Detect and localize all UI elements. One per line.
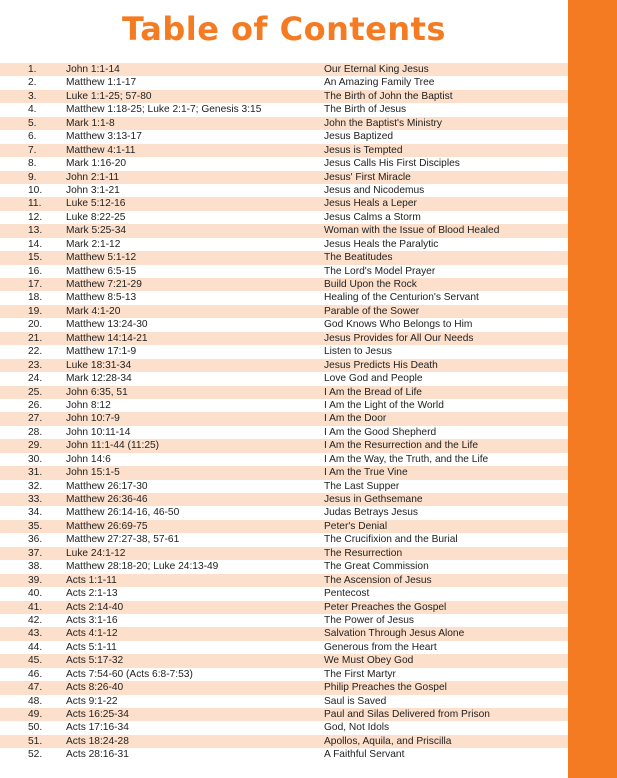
toc-lesson-title: The Ascension of Jesus [324, 574, 432, 586]
toc-row [0, 493, 568, 506]
toc-number: 31. [28, 467, 43, 479]
toc-lesson-title: Build Upon the Rock [324, 279, 417, 290]
toc-lesson-title: I Am the True Vine [324, 467, 408, 479]
toc-number: 12. [28, 211, 43, 223]
toc-number: 4. [28, 104, 37, 116]
toc-row [0, 103, 568, 116]
toc-number: 23. [28, 359, 43, 371]
toc-row [0, 587, 568, 600]
toc-lesson-title: John the Baptist's Ministry [324, 117, 443, 129]
toc-lesson-title: The Birth of Jesus [324, 104, 407, 116]
toc-scripture-reference: Matthew 13:24-30 [66, 319, 148, 331]
toc-scripture-reference: John 10:11-14 [66, 426, 131, 438]
toc-lesson-title: Judas Betrays Jesus [324, 507, 418, 519]
toc-number: 8. [28, 158, 37, 170]
toc-row [0, 130, 568, 143]
toc-scripture-reference: Acts 18:24-28 [66, 735, 129, 747]
toc-lesson-title: God Knows Who Belongs to Him [324, 319, 473, 331]
toc-number: 7. [28, 144, 37, 156]
toc-lesson-title: The Lord's Model Prayer [324, 265, 436, 277]
toc-row [0, 224, 568, 237]
toc-scripture-reference: John 14:6 [66, 453, 111, 465]
toc-lesson-title: The Power of Jesus [324, 614, 415, 626]
toc-row [0, 359, 568, 372]
toc-scripture-reference: Acts 17:16-34 [66, 722, 129, 734]
toc-scripture-reference: Acts 5:1-11 [66, 641, 117, 653]
toc-number: 50. [28, 722, 43, 734]
toc-lesson-title: I Am the Door [324, 413, 387, 425]
toc-scripture-reference: Mark 4:1-20 [66, 305, 121, 317]
page-title: Table of Contents [122, 10, 446, 48]
toc-scripture-reference: Matthew 1:1-17 [66, 77, 137, 89]
toc-lesson-title: The Resurrection [324, 547, 403, 559]
toc-lesson-title: Pentecost [324, 588, 370, 600]
toc-row [0, 265, 568, 278]
toc-row [0, 345, 568, 358]
toc-lesson-title: The Crucifixion and the Burial [324, 534, 458, 546]
toc-scripture-reference: Acts 28:16-31 [66, 749, 129, 761]
toc-row [0, 171, 568, 184]
toc-number: 22. [28, 346, 43, 358]
toc-lesson-title: An Amazing Family Tree [324, 77, 435, 89]
toc-number: 48. [28, 695, 43, 707]
toc-scripture-reference: Matthew 1:18-25; Luke 2:1-7; Genesis 3:15 [66, 104, 262, 116]
toc-row [0, 695, 568, 708]
toc-scripture-reference: Mark 12:28-34 [66, 373, 132, 385]
toc-number: 28. [28, 426, 43, 438]
toc-row [0, 721, 568, 734]
toc-scripture-reference: Matthew 8:5-13 [66, 292, 137, 304]
toc-row [0, 117, 568, 130]
toc-scripture-reference: Luke 5:12-16 [66, 198, 126, 210]
toc-row [0, 439, 568, 452]
toc-scripture-reference: Acts 1:1-11 [66, 574, 117, 586]
toc-number: 44. [28, 641, 43, 653]
toc-row [0, 251, 568, 264]
toc-number: 41. [28, 601, 43, 613]
toc-lesson-title: Listen to Jesus [324, 346, 392, 358]
toc-row [0, 372, 568, 385]
toc-scripture-reference: Matthew 7:21-29 [66, 279, 142, 290]
toc-row [0, 63, 568, 76]
toc-row [0, 386, 568, 399]
toc-lesson-title: Jesus Provides for All Our Needs [324, 332, 474, 344]
toc-number: 11. [28, 198, 42, 210]
toc-number: 43. [28, 628, 43, 640]
toc-lesson-title: Jesus is Tempted [324, 144, 403, 156]
toc-lesson-title: Jesus Calms a Storm [324, 211, 421, 223]
toc-row [0, 211, 568, 224]
toc-row [0, 480, 568, 493]
toc-number: 9. [28, 171, 37, 183]
toc-row [0, 426, 568, 439]
toc-number: 26. [28, 399, 43, 411]
toc-lesson-title: Jesus' First Miracle [324, 171, 411, 183]
toc-row [0, 291, 568, 304]
toc-scripture-reference: Acts 2:1-13 [66, 588, 118, 600]
toc-scripture-reference: John 10:7-9 [66, 413, 120, 425]
toc-lesson-title: Apollos, Aquila, and Priscilla [324, 735, 452, 747]
toc-row [0, 520, 568, 533]
toc-row [0, 533, 568, 546]
toc-lesson-title: I Am the Way, the Truth, and the Life [324, 453, 489, 465]
toc-scripture-reference: Acts 7:54-60 (Acts 6:8-7:53) [66, 668, 193, 680]
toc-lesson-title: Jesus Heals a Leper [324, 198, 417, 210]
toc-scripture-reference: Acts 5:17-32 [66, 655, 124, 667]
table-of-contents-list [0, 63, 568, 762]
toc-lesson-title: Love God and People [324, 373, 423, 385]
toc-number: 21. [28, 332, 43, 344]
toc-row [0, 238, 568, 251]
toc-number: 36. [28, 534, 43, 546]
toc-number: 32. [28, 480, 43, 492]
toc-row [0, 574, 568, 587]
toc-lesson-title: Peter's Denial [324, 520, 388, 532]
toc-row [0, 76, 568, 89]
toc-number: 20. [28, 319, 43, 331]
toc-scripture-reference: Matthew 26:69-75 [66, 520, 148, 532]
toc-number: 40. [28, 588, 43, 600]
toc-scripture-reference: Matthew 28:18-20; Luke 24:13-49 [66, 561, 219, 573]
toc-row [0, 614, 568, 627]
toc-scripture-reference: Mark 1:16-20 [66, 158, 127, 170]
toc-scripture-reference: Matthew 17:1-9 [66, 346, 137, 358]
toc-number: 51. [28, 735, 43, 747]
toc-scripture-reference: John 3:1-21 [66, 184, 120, 196]
toc-lesson-title: The Birth of John the Baptist [324, 90, 453, 102]
toc-lesson-title: God, Not Idols [324, 722, 390, 734]
toc-scripture-reference: Acts 9:1-22 [66, 695, 118, 707]
toc-lesson-title: Jesus Baptized [324, 131, 394, 143]
toc-number: 35. [28, 520, 43, 532]
toc-lesson-title: Our Eternal King Jesus [324, 64, 429, 75]
toc-number: 27. [28, 413, 43, 425]
toc-scripture-reference: Matthew 3:13-17 [66, 131, 142, 143]
toc-number: 29. [28, 440, 43, 452]
toc-scripture-reference: Luke 8:22-25 [66, 211, 126, 223]
toc-lesson-title: Jesus Predicts His Death [324, 359, 438, 371]
toc-scripture-reference: Acts 16:25-34 [66, 709, 129, 720]
toc-row [0, 641, 568, 654]
toc-row [0, 144, 568, 157]
toc-lesson-title: Philip Preaches the Gospel [324, 682, 447, 694]
toc-number: 37. [28, 547, 43, 559]
toc-lesson-title: The Beatitudes [324, 252, 393, 264]
toc-row [0, 735, 568, 748]
toc-number: 42. [28, 614, 43, 626]
toc-scripture-reference: Acts 3:1-16 [66, 614, 118, 626]
toc-lesson-title: The Last Supper [324, 480, 400, 492]
toc-scripture-reference: John 2:1-11 [66, 171, 120, 183]
toc-number: 49. [28, 709, 43, 720]
toc-scripture-reference: Mark 1:1-8 [66, 117, 115, 129]
toc-lesson-title: Healing of the Centurion's Servant [324, 292, 479, 304]
toc-number: 45. [28, 655, 43, 667]
toc-number: 47. [28, 682, 43, 694]
toc-row [0, 318, 568, 331]
toc-row [0, 197, 568, 210]
toc-number: 16. [28, 265, 43, 277]
toc-number: 3. [28, 90, 37, 102]
toc-scripture-reference: Luke 1:1-25; 57-80 [66, 90, 152, 102]
toc-scripture-reference: Acts 8:26-40 [66, 682, 124, 694]
toc-row [0, 157, 568, 170]
toc-row [0, 399, 568, 412]
toc-number: 15. [28, 252, 43, 264]
toc-scripture-reference: Matthew 26:36-46 [66, 494, 148, 505]
toc-row [0, 681, 568, 694]
toc-lesson-title: Parable of the Sower [324, 305, 420, 317]
toc-row [0, 412, 568, 425]
toc-lesson-title: Jesus and Nicodemus [324, 184, 425, 196]
toc-number: 34. [28, 507, 43, 519]
toc-lesson-title: Paul and Silas Delivered from Prison [324, 709, 490, 720]
toc-number: 14. [28, 238, 43, 250]
toc-lesson-title: Generous from the Heart [324, 641, 437, 653]
toc-scripture-reference: John 1:1-14 [66, 64, 120, 75]
toc-number: 30. [28, 453, 43, 465]
toc-row [0, 560, 568, 573]
toc-scripture-reference: Matthew 26:14-16, 46-50 [66, 507, 180, 519]
toc-row [0, 184, 568, 197]
toc-number: 33. [28, 494, 43, 505]
toc-scripture-reference: Mark 2:1-12 [66, 238, 121, 250]
toc-row [0, 748, 568, 761]
toc-number: 10. [28, 184, 43, 196]
toc-number: 5. [28, 117, 37, 129]
toc-scripture-reference: Matthew 6:5-15 [66, 265, 137, 277]
toc-number: 52. [28, 749, 43, 761]
toc-number: 38. [28, 561, 43, 573]
toc-lesson-title: I Am the Bread of Life [324, 386, 422, 398]
toc-lesson-title: I Am the Resurrection and the Life [324, 440, 479, 452]
toc-scripture-reference: Matthew 27:27-38, 57-61 [66, 534, 180, 546]
toc-lesson-title: I Am the Good Shepherd [324, 426, 437, 438]
toc-scripture-reference: Matthew 5:1-12 [66, 252, 137, 264]
toc-lesson-title: A Faithful Servant [324, 749, 405, 761]
toc-scripture-reference: Matthew 26:17-30 [66, 480, 148, 492]
toc-row [0, 90, 568, 103]
toc-lesson-title: Peter Preaches the Gospel [324, 601, 447, 613]
toc-row [0, 708, 568, 721]
toc-scripture-reference: Acts 4:1-12 [66, 628, 118, 640]
toc-row [0, 627, 568, 640]
toc-number: 6. [28, 131, 37, 143]
toc-number: 17. [28, 279, 43, 290]
toc-scripture-reference: John 6:35, 51 [66, 386, 128, 398]
toc-row [0, 305, 568, 318]
toc-number: 19. [28, 305, 43, 317]
toc-number: 1. [28, 64, 37, 75]
toc-lesson-title: Jesus Calls His First Disciples [324, 158, 460, 170]
toc-number: 13. [28, 225, 43, 237]
toc-number: 46. [28, 668, 43, 680]
toc-number: 18. [28, 292, 43, 304]
toc-row [0, 668, 568, 681]
toc-lesson-title: Salvation Through Jesus Alone [324, 628, 465, 640]
toc-row [0, 506, 568, 519]
toc-lesson-title: Jesus Heals the Paralytic [324, 238, 439, 250]
toc-number: 24. [28, 373, 43, 385]
toc-scripture-reference: John 15:1-5 [66, 467, 120, 479]
toc-lesson-title: Jesus in Gethsemane [324, 494, 423, 505]
toc-lesson-title: We Must Obey God [324, 655, 414, 667]
toc-scripture-reference: Matthew 4:1-11 [66, 144, 136, 156]
toc-number: 2. [28, 77, 37, 89]
toc-scripture-reference: John 11:1-44 (11:25) [66, 440, 160, 452]
toc-row [0, 547, 568, 560]
toc-scripture-reference: Acts 2:14-40 [66, 601, 124, 613]
toc-scripture-reference: Luke 18:31-34 [66, 359, 132, 371]
toc-lesson-title: The First Martyr [324, 668, 396, 680]
orange-side-bar [568, 0, 617, 778]
toc-lesson-title: Woman with the Issue of Blood Healed [324, 225, 500, 237]
toc-scripture-reference: Matthew 14:14-21 [66, 332, 148, 344]
toc-row [0, 332, 568, 345]
toc-lesson-title: I Am the Light of the World [324, 399, 444, 411]
toc-row [0, 466, 568, 479]
toc-row [0, 453, 568, 466]
toc-row [0, 654, 568, 667]
toc-scripture-reference: John 8:12 [66, 399, 111, 411]
toc-row [0, 601, 568, 614]
toc-lesson-title: Saul is Saved [324, 695, 387, 707]
toc-lesson-title: The Great Commission [324, 561, 429, 573]
toc-scripture-reference: Mark 5:25-34 [66, 225, 127, 237]
toc-number: 39. [28, 574, 43, 586]
toc-scripture-reference: Luke 24:1-12 [66, 547, 126, 559]
toc-row [0, 278, 568, 291]
toc-number: 25. [28, 386, 43, 398]
